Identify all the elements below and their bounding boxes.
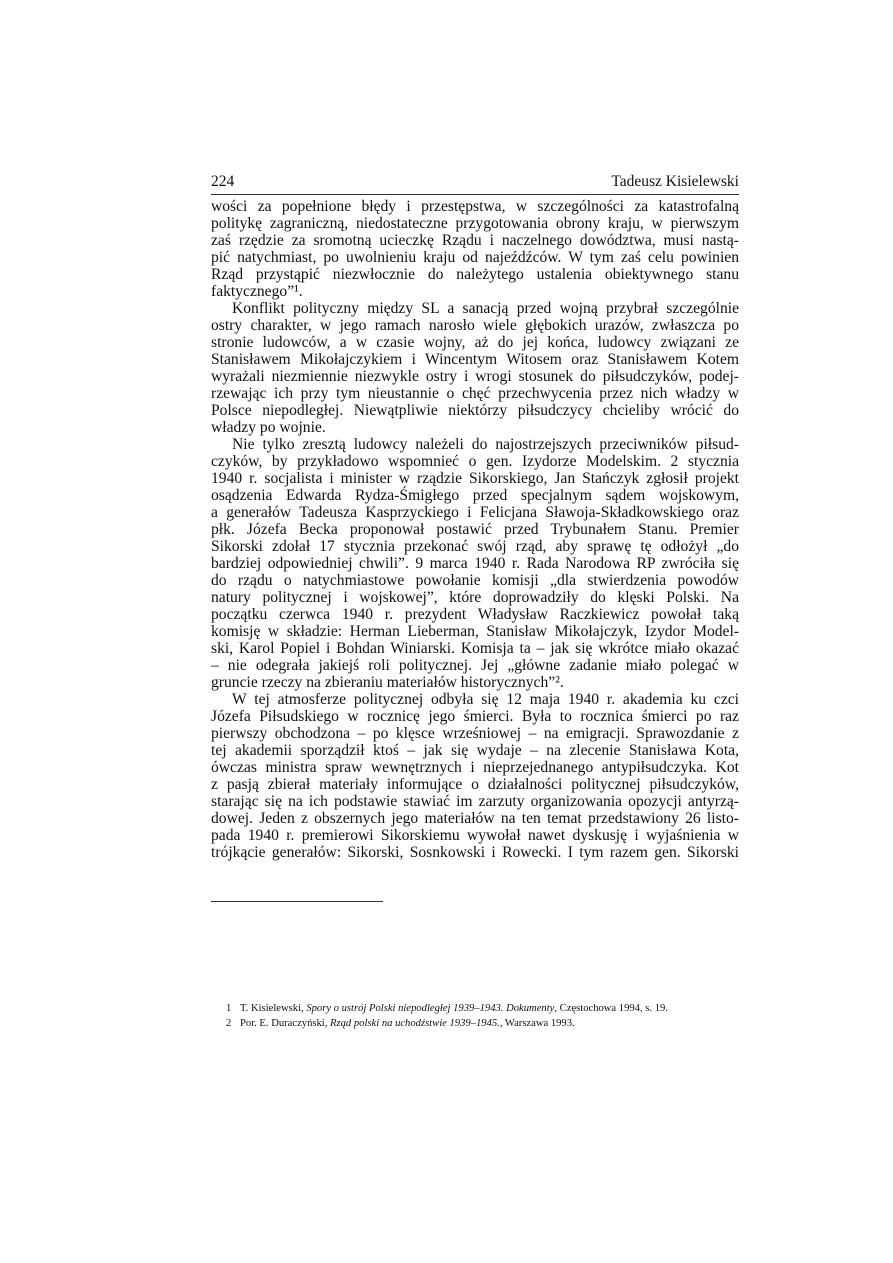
text-line: natury politycznej i wojskowej”, które doprowadziły do klęski Polski. Na (211, 589, 739, 606)
text-line: tej akademii sporządził ktoś – jak się wydaje – na zlecenie Stanisława Kota, (211, 742, 739, 759)
paragraph (211, 198, 739, 300)
text-line: faktycznego”¹. (211, 283, 303, 300)
header-rule (211, 194, 739, 195)
text-line: politykę zagraniczną, niedostateczne przygotowania obrony kraju, w pierwszym (211, 215, 739, 232)
text-line: czyków, by przykładowo wspomnieć o gen. Izydorze Modelskim. 2 stycznia (211, 453, 739, 470)
footnote (226, 1017, 668, 1032)
text-line: wości za popełnione błędy i przestępstwa, w szczególności za katastrofalną (211, 198, 739, 215)
running-header (211, 173, 739, 193)
text-line: pić natychmiast, po uwolnieniu kraju od najeźdźców. W tym zaś celu powinien (211, 249, 739, 266)
footnote-title: Rząd polski na uchodźstwie 1939–1945. (330, 1017, 500, 1029)
text-line: pierwszy obchodzona – po klęsce wrześniowej – na emigracji. Sprawozdanie z (211, 725, 739, 742)
text-line: gruncie rzeczy na zbieraniu materiałów historycznych”². (211, 674, 564, 691)
text-line: Polsce niepodległej. Niewątpliwie niektórzy piłsudczycy chcieliby wrócić do (211, 402, 739, 419)
body-text (211, 198, 739, 861)
paragraph (211, 691, 739, 861)
footnote-number: 1 (226, 1003, 232, 1014)
text-line: stronie ludowców, a w czasie wojny, aż do jej końca, ludowcy związani ze (211, 334, 739, 351)
paragraph (211, 436, 739, 691)
text-line: Józefa Piłsudskiego w rocznicę jego śmierci. Była to rocznica śmierci po raz (211, 708, 739, 725)
text-line: dowej. Jeden z obszernych jego materiałów na ten temat przedstawiony 26 listo- (211, 810, 739, 827)
text-line: a generałów Tadeusza Kasprzyckiego i Felicjana Sławoja-Składkowskiego oraz (211, 504, 739, 521)
text-line: wyrażali niezmiennie niezwykle ostry i wrogi stosunek do piłsudczyków, podej- (211, 368, 739, 385)
text-line: – nie odegrała jakiejś roli politycznej. Jej „główne zadanie miało polegać w (211, 657, 739, 674)
text-line: W tej atmosferze politycznej odbyła się 12 maja 1940 r. akademia ku czci (232, 691, 739, 708)
text-line: komisję w składzie: Herman Lieberman, Stanisław Mikołajczyk, Izydor Model- (211, 623, 739, 640)
footnotes (226, 1002, 668, 1031)
running-header-author: Tadeusz Kisielewski (611, 173, 739, 190)
text-line: 1940 r. socjalista i minister w rządzie Sikorskiego, Jan Stańczyk zgłosił projekt (211, 470, 739, 487)
paragraph (211, 300, 739, 436)
footnote (226, 1002, 668, 1017)
footnote-publication: , Częstochowa 1994, s. 19. (554, 1003, 668, 1014)
footnote-publication: , Warszawa 1993. (499, 1017, 575, 1029)
text-line: pada 1940 r. premierowi Sikorskiemu wywołał nawet dyskusję i wyjaśnienia w (211, 827, 739, 844)
footnote-author: T. Kisielewski, (240, 1003, 307, 1014)
text-line: początku czerwca 1940 r. prezydent Władysław Raczkiewicz powołał taką (211, 606, 739, 623)
text-line: Konflikt polityczny między SL a sanacją przed wojną przybrał szczególnie (232, 300, 739, 317)
text-line: do rządu o natychmiastowe powołanie komisji „dla stwierdzenia powodów (211, 572, 739, 589)
text-line: starając się na ich podstawie stawiać im zarzuty organizowania opozycji antyrzą- (211, 793, 739, 810)
page-number: 224 (211, 173, 235, 190)
footnote-title: Spory o ustrój Polski niepodległej 1939–1943. Dokumenty (306, 1003, 555, 1014)
footnote-rule (211, 901, 383, 902)
text-line: zaś rzędzie za sromotną ucieczkę Rządu i naczelnego dowództwa, musi nastą- (211, 232, 739, 249)
text-line: bardziej odpowiedniej chwili”. 9 marca 1940 r. Rada Narodowa RP zwróciła się (211, 555, 739, 572)
footnote-number: 2 (226, 1017, 232, 1029)
text-line: ski, Karol Popiel i Bohdan Winiarski. Komisja ta – jak się wkrótce miało okazać (211, 640, 739, 657)
text-line: ostry charakter, w jego ramach narosło wiele głębokich urazów, zwłaszcza po (211, 317, 739, 334)
text-line: ówczas ministra spraw wewnętrznych i nieprzejednanego antypiłsudczyka. Kot (211, 759, 739, 776)
text-line: rzewając ich przy tym nieustannie o chęć przechwycenia przez nich władzy w (211, 385, 739, 402)
text-line: Nie tylko zresztą ludowcy należeli do najostrzejszych przeciwników piłsud- (232, 436, 739, 453)
text-line: Rząd przystąpić niezwłocznie do należytego ustalenia obiektywnego stanu (211, 266, 739, 283)
text-line: władzy po wojnie. (211, 419, 326, 436)
footnote-author: Por. E. Duraczyński, (240, 1017, 331, 1029)
text-line: Stanisławem Mikołajczykiem i Wincentym Witosem oraz Stanisławem Kotem (211, 351, 739, 368)
text-line: trójkącie generałów: Sikorski, Sosnkowski i Rowecki. I tym razem gen. Sikorski (211, 844, 739, 861)
text-line: osądzenia Edwarda Rydza-Śmigłego przed specjalnym sądem wojskowym, (211, 487, 739, 504)
text-line: płk. Józefa Becka proponował postawić przed Trybunałem Stanu. Premier (211, 521, 739, 538)
text-line: Sikorski zdołał 17 stycznia przekonać swój rząd, aby sprawę tę odłożył „do (211, 538, 739, 555)
text-line: z pasją zbierał materiały informujące o działalności politycznej piłsudczyków, (211, 776, 739, 793)
